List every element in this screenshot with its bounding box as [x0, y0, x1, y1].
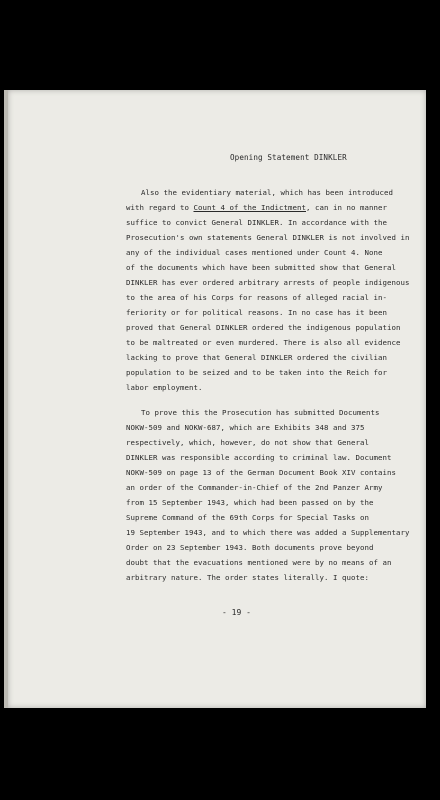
- underlined-reference: Count 4 of the Indictment: [193, 203, 306, 212]
- text-line: Supreme Command of the 69th Corps for Special Tasks on: [126, 513, 369, 522]
- text-line: of the documents which have been submitted show that General: [126, 263, 396, 272]
- text-fragment: with regard to: [126, 203, 194, 212]
- text-line: doubt that the evacuations mentioned were by no means of an: [126, 558, 392, 567]
- text-line: 19 September 1943, and to which there was added a Supplementary: [126, 528, 410, 537]
- text-line: feriority or for political reasons. In no case has it been: [126, 308, 387, 317]
- text-line: proved that General DINKLER ordered the indigenous population: [126, 323, 401, 332]
- text-line: to be maltreated or even murdered. There is also all evidence: [126, 338, 401, 347]
- text-line: NOKW-509 and NOKW-687, which are Exhibits 348 and 375: [126, 423, 365, 432]
- text-line: to the area of his Corps for reasons of alleged racial in-: [126, 293, 387, 302]
- text-line: labor employment.: [126, 383, 203, 392]
- text-line: population to be seized and to be taken into the Reich for: [126, 368, 387, 377]
- text-line: respectively, which, however, do not show that General: [126, 438, 369, 447]
- page-header: Opening Statement DINKLER: [230, 153, 347, 162]
- text-line: from 15 September 1943, which had been passed on by the: [126, 498, 374, 507]
- text-line: NOKW-509 on page 13 of the German Document Book XIV contains: [126, 468, 396, 477]
- text-line: Prosecution's own statements General DINKLER is not involved in: [126, 233, 410, 242]
- page-number: - 19 -: [222, 608, 251, 617]
- text-line: suffice to convict General DINKLER. In accordance with the: [126, 218, 387, 227]
- text-line: lacking to prove that General DINKLER ordered the civilian: [126, 353, 387, 362]
- text-line: Also the evidentiary material, which has been introduced: [141, 188, 393, 197]
- text-line: an order of the Commander-in-Chief of the 2nd Panzer Army: [126, 483, 383, 492]
- text-line: Order on 23 September 1943. Both documents prove beyond: [126, 543, 374, 552]
- document-page: [8, 90, 426, 708]
- text-line: To prove this the Prosecution has submitted Documents: [141, 408, 380, 417]
- text-line: arbitrary nature. The order states literally. I quote:: [126, 573, 369, 582]
- text-fragment: , can in no manner: [306, 203, 387, 212]
- text-line: [126, 203, 387, 212]
- text-line: DINKLER has ever ordered arbitrary arrests of people indigenous: [126, 278, 410, 287]
- text-line: any of the individual cases mentioned under Count 4. None: [126, 248, 383, 257]
- text-line: DINKLER was responsible according to criminal law. Document: [126, 453, 392, 462]
